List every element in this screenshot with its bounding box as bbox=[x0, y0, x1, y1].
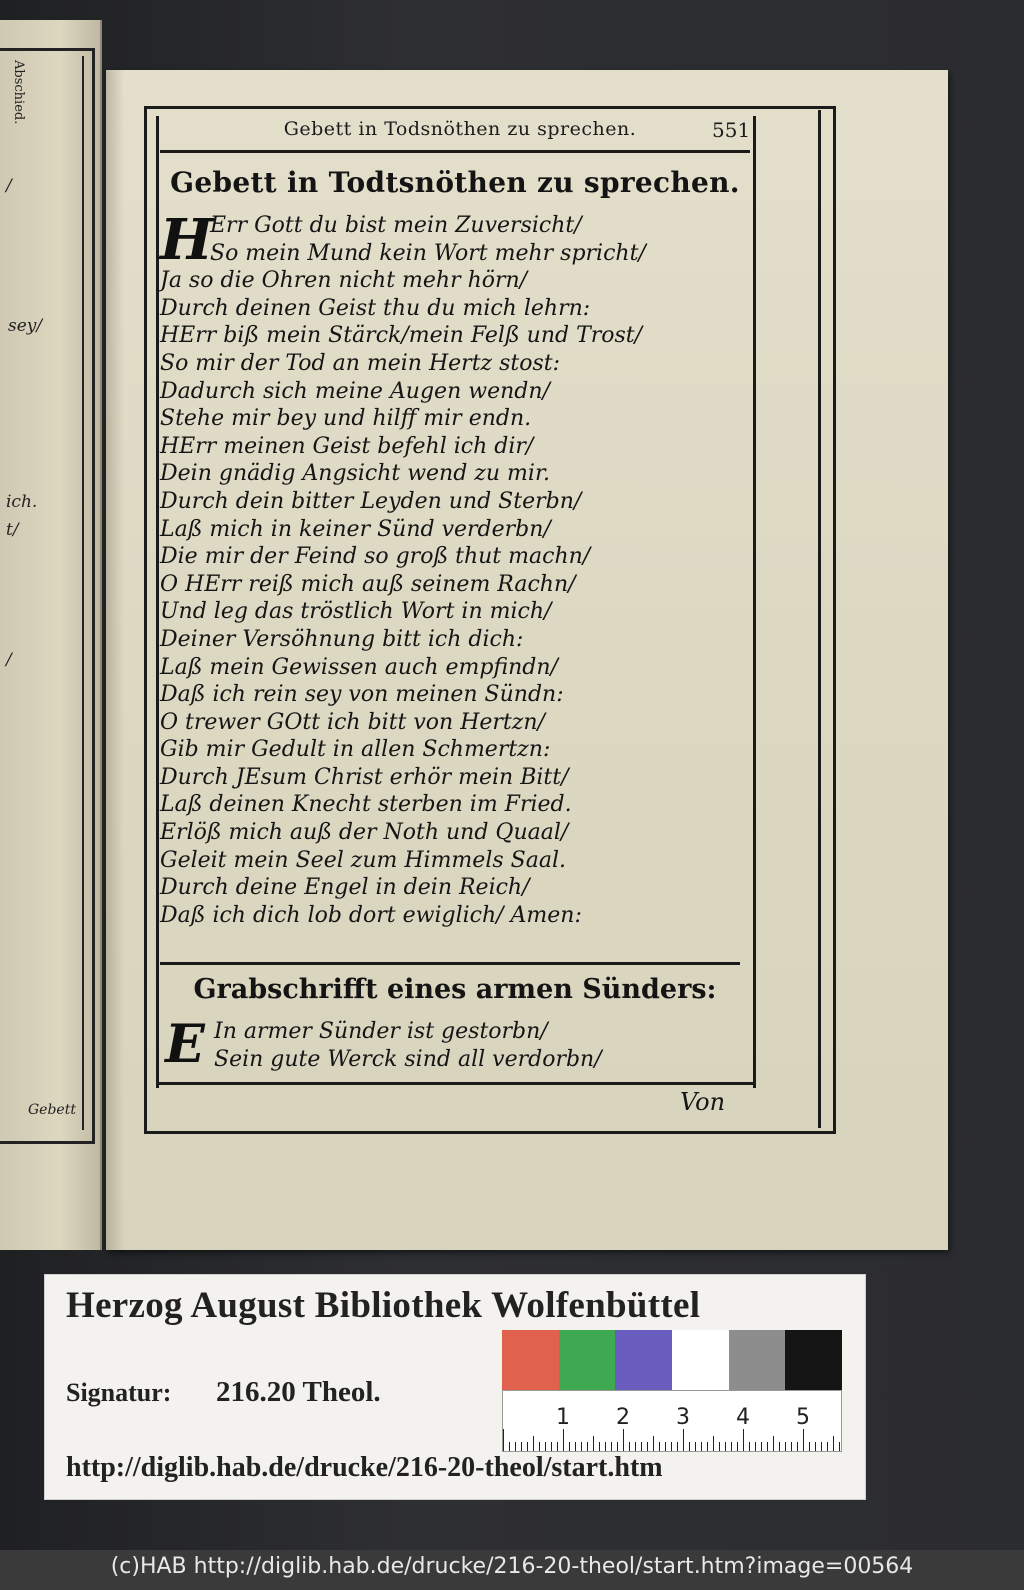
previous-page-fragment: / bbox=[6, 176, 12, 196]
previous-page-fragment: / bbox=[6, 650, 12, 670]
verse-line: Laß mich in keiner Sünd verderbn/ bbox=[160, 516, 551, 542]
prayer-title: Gebett in Todtsnöthen zu sprechen. bbox=[170, 166, 740, 199]
previous-page-fragment: t/ bbox=[6, 520, 19, 540]
ruler-tick bbox=[827, 1442, 828, 1451]
ruler-tick bbox=[707, 1442, 708, 1451]
library-name: Herzog August Bibliothek Wolfenbüttel bbox=[66, 1285, 701, 1326]
verse-line: Err Gott du bist mein Zuversicht/ bbox=[210, 213, 582, 238]
ruler-tick bbox=[671, 1442, 672, 1451]
verse-line: So mir der Tod an mein Hertz stost: bbox=[160, 350, 561, 376]
ruler-tick bbox=[623, 1429, 624, 1451]
ruler-tick bbox=[557, 1442, 558, 1451]
ruler-tick bbox=[815, 1442, 816, 1451]
ruler-number: 1 bbox=[556, 1405, 570, 1430]
ruler-tick bbox=[527, 1442, 528, 1451]
verse-line: O trewer GOtt ich bitt von Hertzn/ bbox=[160, 709, 545, 735]
ruler-tick bbox=[791, 1442, 792, 1451]
ruler-number: 3 bbox=[676, 1405, 690, 1430]
catchword: Von bbox=[680, 1088, 726, 1116]
ruler-tick bbox=[605, 1442, 606, 1451]
ruler-tick bbox=[665, 1442, 666, 1451]
verse-line: Durch deine Engel in dein Reich/ bbox=[160, 875, 530, 901]
ruler-tick bbox=[725, 1442, 726, 1451]
ruler-tick bbox=[521, 1442, 522, 1451]
ruler-tick bbox=[713, 1436, 714, 1451]
verse-line: Geleit mein Seel zum Himmels Saal. bbox=[160, 847, 566, 873]
ruler-tick bbox=[569, 1442, 570, 1451]
color-swatch bbox=[615, 1330, 672, 1390]
page-gutter-shadow bbox=[106, 70, 124, 1250]
verse-line: So mein Mund kein Wort mehr spricht/ bbox=[210, 240, 646, 266]
ruler-tick bbox=[641, 1442, 642, 1451]
ruler-tick bbox=[809, 1442, 810, 1451]
epitaph-title: Grabschrifft eines armen Sünders: bbox=[193, 974, 717, 1005]
prayer-verse-block bbox=[160, 207, 740, 929]
decorated-initial: E bbox=[165, 1014, 205, 1075]
ruler-tick bbox=[755, 1442, 756, 1451]
signatur-value: 216.20 Theol. bbox=[216, 1376, 381, 1408]
footer-copyright: (c)HAB http://diglib.hab.de/drucke/216-20-theol/start.htm?image=00564 bbox=[110, 1554, 914, 1579]
previous-page-running-head: Abschied. bbox=[11, 60, 26, 125]
verse-line: In armer Sünder ist gestorbn/ bbox=[214, 1019, 548, 1044]
header-rule bbox=[160, 150, 750, 153]
ruler-tick bbox=[509, 1442, 510, 1451]
ruler-tick bbox=[773, 1436, 774, 1451]
ruler-tick bbox=[551, 1442, 552, 1451]
footer-rule bbox=[156, 1082, 756, 1085]
verse-line: Sein gute Werck sind all verdorbn/ bbox=[214, 1047, 602, 1072]
verse-line: Die mir der Feind so groß thut machn/ bbox=[160, 544, 591, 570]
section-rule bbox=[160, 962, 740, 965]
ruler-tick bbox=[539, 1442, 540, 1451]
ruler-tick bbox=[797, 1442, 798, 1451]
ruler-tick bbox=[659, 1442, 660, 1451]
calibration-ruler bbox=[502, 1390, 842, 1452]
signatur-label: Signatur: bbox=[66, 1378, 172, 1407]
ruler-tick bbox=[647, 1442, 648, 1451]
page-frame-rule bbox=[818, 110, 821, 1128]
previous-page-inner-frame bbox=[0, 56, 84, 1130]
ruler-tick bbox=[683, 1429, 684, 1451]
verse-line: Daß ich dich lob dort ewiglich/ Amen: bbox=[160, 902, 582, 928]
verse-line: Und leg das tröstlich Wort in mich/ bbox=[160, 599, 552, 625]
page-number: 551 bbox=[712, 118, 751, 142]
ruler-tick bbox=[689, 1442, 690, 1451]
ruler-tick bbox=[653, 1436, 654, 1451]
verse-line: Durch dein bitter Leyden und Sterbn/ bbox=[160, 488, 582, 514]
verse-line: Deiner Versöhnung bitt ich dich: bbox=[160, 626, 524, 652]
verse-line: O HErr reiß mich auß seinem Rachn/ bbox=[160, 571, 576, 597]
ruler-tick bbox=[821, 1442, 822, 1451]
color-swatch bbox=[559, 1330, 616, 1390]
ruler-tick bbox=[617, 1442, 618, 1451]
ruler-tick bbox=[749, 1442, 750, 1451]
ruler-tick bbox=[719, 1442, 720, 1451]
verse-line: Ja so die Ohren nicht mehr hörn/ bbox=[160, 268, 528, 294]
verse-line: Stehe mir bey und hilff mir endn. bbox=[160, 406, 532, 432]
previous-page-catchword: Gebett bbox=[28, 1102, 76, 1118]
decorated-initial: H bbox=[160, 207, 213, 273]
running-head: Gebett in Todsnöthen zu sprechen. bbox=[283, 118, 637, 140]
ruler-tick bbox=[731, 1442, 732, 1451]
previous-page-fragment: sey/ bbox=[8, 316, 43, 336]
ruler-number: 4 bbox=[736, 1405, 750, 1430]
ruler-tick bbox=[737, 1442, 738, 1451]
ruler-tick bbox=[533, 1436, 534, 1451]
ruler-tick bbox=[839, 1442, 840, 1451]
ruler-tick bbox=[593, 1436, 594, 1451]
ruler-tick bbox=[629, 1442, 630, 1451]
verse-line: Laß deinen Knecht sterben im Fried. bbox=[160, 792, 572, 818]
ruler-tick bbox=[695, 1442, 696, 1451]
ruler-tick bbox=[599, 1442, 600, 1451]
verse-line: Dein gnädig Angsicht wend zu mir. bbox=[160, 461, 551, 487]
ruler-tick bbox=[581, 1442, 582, 1451]
ruler-tick bbox=[635, 1442, 636, 1451]
ruler-tick bbox=[833, 1436, 834, 1451]
ruler-tick bbox=[611, 1442, 612, 1451]
color-swatch bbox=[785, 1330, 842, 1390]
ruler-tick bbox=[587, 1442, 588, 1451]
ruler-number: 2 bbox=[616, 1405, 630, 1430]
verse-line: HErr biß mein Stärck/mein Felß und Trost/ bbox=[160, 323, 643, 349]
verse-line: HErr meinen Geist befehl ich dir/ bbox=[160, 433, 534, 459]
color-swatch bbox=[672, 1330, 729, 1390]
ruler-tick bbox=[767, 1442, 768, 1451]
ruler-tick bbox=[515, 1442, 516, 1451]
ruler-tick bbox=[677, 1442, 678, 1451]
ruler-tick bbox=[545, 1442, 546, 1451]
verse-line: Gib mir Gedult in allen Schmertzn: bbox=[160, 737, 551, 763]
ruler-tick bbox=[701, 1442, 702, 1451]
ruler-tick bbox=[779, 1442, 780, 1451]
ruler-tick bbox=[743, 1429, 744, 1451]
verse-line: Daß ich rein sey von meinen Sündn: bbox=[160, 682, 564, 708]
verse-line: Erlöß mich auß der Noth und Quaal/ bbox=[160, 820, 569, 846]
ruler-number: 5 bbox=[796, 1405, 810, 1430]
epitaph-verse-block bbox=[214, 1018, 734, 1074]
verse-line: Durch deinen Geist thu du mich lehrn: bbox=[160, 295, 591, 321]
ruler-tick bbox=[503, 1429, 504, 1451]
ruler-tick bbox=[785, 1442, 786, 1451]
verse-line: Durch JEsum Christ erhör mein Bitt/ bbox=[160, 764, 569, 790]
ruler-tick bbox=[803, 1429, 804, 1451]
color-swatch bbox=[502, 1330, 559, 1390]
ruler-tick bbox=[761, 1442, 762, 1451]
color-calibration-chart bbox=[502, 1330, 842, 1390]
library-url[interactable]: http://diglib.hab.de/drucke/216-20-theol/start.htm bbox=[66, 1452, 663, 1483]
ruler-tick bbox=[575, 1442, 576, 1451]
color-swatch bbox=[729, 1330, 786, 1390]
ruler-tick bbox=[563, 1429, 564, 1451]
verse-line: Dadurch sich meine Augen wendn/ bbox=[160, 378, 550, 404]
previous-page-fragment: ich. bbox=[6, 492, 38, 512]
verse-line: Laß mein Gewissen auch empfindn/ bbox=[160, 654, 558, 680]
